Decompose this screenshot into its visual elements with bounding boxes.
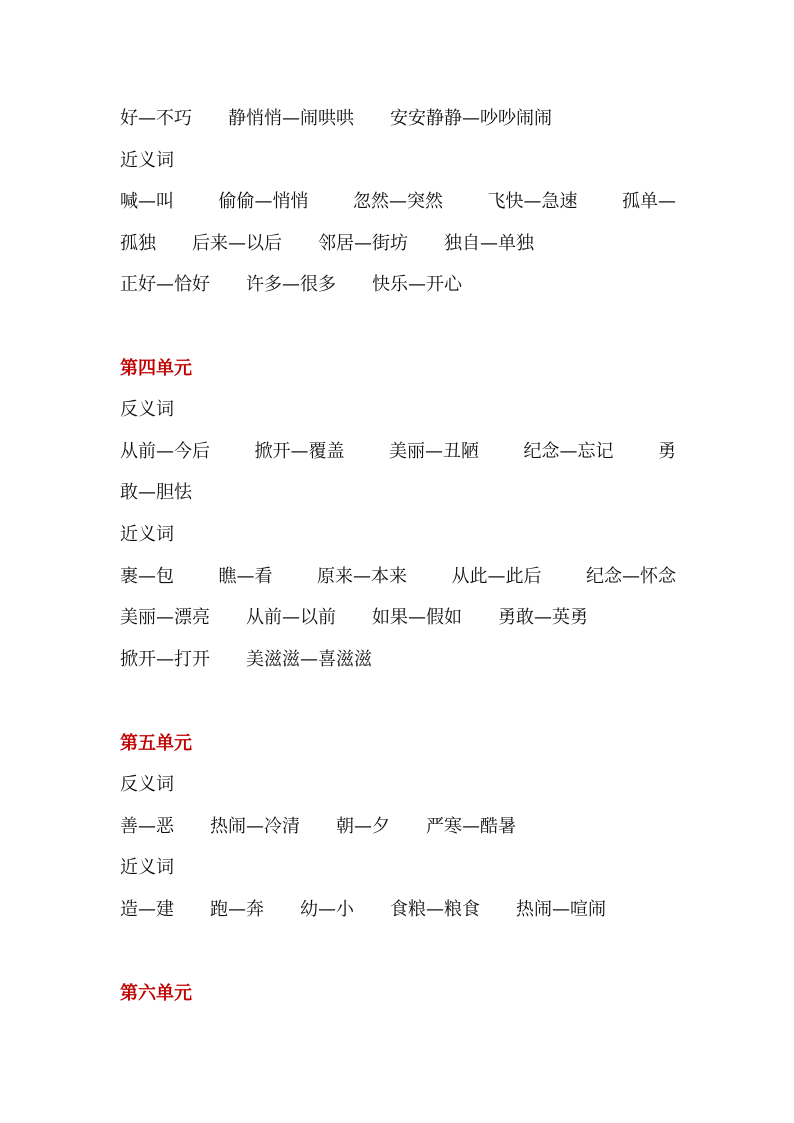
word-pair: 食粮—粮食 [390, 899, 480, 920]
word-pair: 敢—胆怯 [120, 482, 192, 503]
unit-heading: 第五单元 [120, 733, 192, 754]
word-pair: 纪念—忘记 [523, 441, 614, 462]
word-pair: 从前—今后 [120, 441, 210, 462]
word-pair-line [120, 897, 642, 923]
word-pair: 喊—叫 [120, 191, 174, 212]
word-pair-line [120, 189, 676, 215]
word-pair: 从此—此后 [451, 566, 542, 587]
section-label: 反义词 [120, 774, 174, 795]
word-pair: 飞快—急速 [487, 191, 578, 212]
unit-heading: 第六单元 [120, 983, 192, 1004]
word-pair: 好—不巧 [120, 108, 192, 129]
word-pair: 美丽—丑陋 [389, 441, 479, 462]
word-pair-line [120, 814, 552, 840]
word-pair-line [120, 647, 408, 673]
word-pair: 安安静静—吵吵闹闹 [390, 108, 552, 129]
word-pair-line [120, 272, 498, 298]
section-label: 近义词 [120, 857, 174, 878]
word-pair-line [120, 106, 588, 132]
word-pair: 许多—很多 [246, 274, 336, 295]
word-pair: 美丽—漂亮 [120, 607, 210, 628]
section-label: 反义词 [120, 399, 174, 420]
word-pair: 原来—本来 [317, 566, 407, 587]
word-pair: 跑—奔 [210, 899, 264, 920]
word-pair: 孤独 [120, 233, 156, 254]
word-pair: 严寒—酷暑 [426, 816, 516, 837]
word-pair: 如果—假如 [372, 607, 462, 628]
word-pair-line [120, 231, 570, 257]
word-pair: 忽然—突然 [353, 191, 443, 212]
word-pair-line [120, 564, 676, 590]
word-pair: 正好—恰好 [120, 274, 210, 295]
word-pair-line [120, 439, 676, 465]
word-pair: 裹—包 [120, 566, 174, 587]
word-pair: 孤单— [622, 191, 676, 212]
word-pair: 邻居—街坊 [318, 233, 408, 254]
word-pair: 掀开—覆盖 [254, 441, 345, 462]
section-label: 近义词 [120, 524, 174, 545]
word-pair: 勇敢—英勇 [498, 607, 588, 628]
word-pair: 造—建 [120, 899, 174, 920]
word-pair-line [120, 605, 624, 631]
word-pair: 善—恶 [120, 816, 174, 837]
word-pair: 从前—以前 [246, 607, 336, 628]
word-pair-line [120, 480, 228, 506]
word-pair: 热闹—喧闹 [516, 899, 606, 920]
word-pair: 幼—小 [300, 899, 354, 920]
word-pair: 掀开—打开 [120, 649, 210, 670]
word-pair: 快乐—开心 [372, 274, 462, 295]
word-pair: 静悄悄—闹哄哄 [228, 108, 354, 129]
word-pair: 勇 [658, 441, 676, 462]
word-pair: 纪念—怀念 [586, 566, 676, 587]
word-pair: 偷偷—悄悄 [218, 191, 309, 212]
word-pair: 瞧—看 [218, 566, 273, 587]
word-pair: 朝—夕 [336, 816, 390, 837]
word-pair: 热闹—冷清 [210, 816, 300, 837]
word-pair: 后来—以后 [192, 233, 282, 254]
section-label: 近义词 [120, 150, 174, 171]
unit-heading: 第四单元 [120, 358, 192, 379]
word-pair: 独自—单独 [444, 233, 534, 254]
word-pair: 美滋滋—喜滋滋 [246, 649, 372, 670]
